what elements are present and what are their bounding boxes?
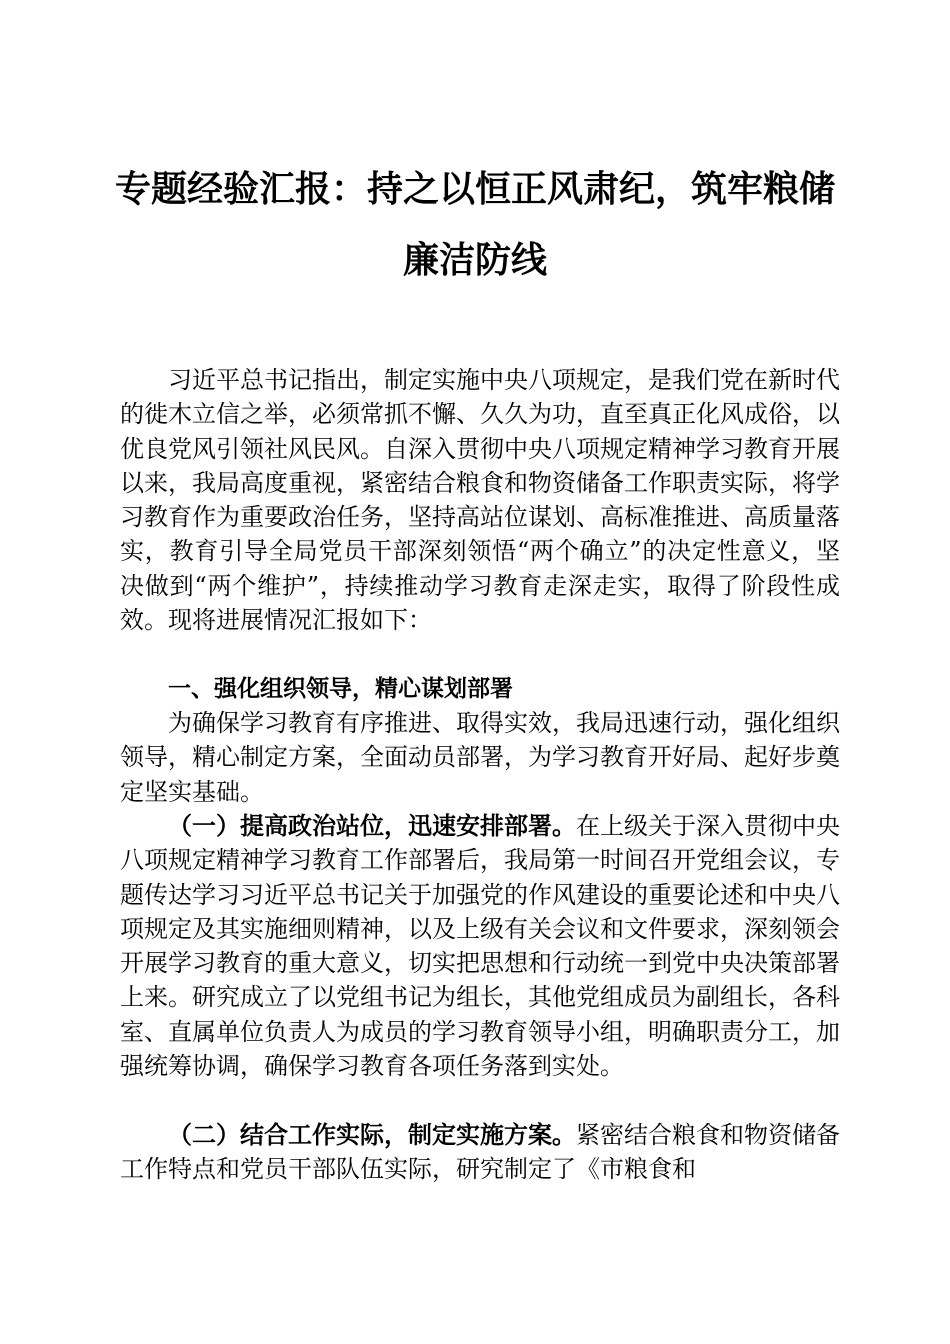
section-1-heading: 一、强化组织领导，精心谋划部署: [168, 676, 513, 702]
intro-paragraph: 习近平总书记指出，制定实施中央八项规定，是我们党在新时代的徙木立信之举，必须常抓不懈、久久为功，直至真正化风成俗，以优良党风引领社风民风。自深入贯彻中央八项规定精神学习教育开展以来，我局高度重视，紧密结合粮食和物资储备工作职责实际，将学习教育作为重要政治任务，坚持高站位谋划、高标准推进、高质量落实，教育引导全局党员干部深刻领悟“两个确立”的决定性意义，坚决做到“两个维护”，持续推动学习教育走深走实，取得了阶段性成效。现将进展情况汇报如下：: [120, 366, 840, 635]
item-2-lead: （二）结合工作实际，制定实施方案。: [168, 1121, 576, 1149]
item-2-body: 紧密结合粮食和物资储备工作特点和党员干部队伍实际，研究制定了《市粮食和: [120, 1121, 840, 1184]
item-1-lead: （一）提高政治站位，迅速安排部署。: [168, 812, 576, 840]
item-1-body: 在上级关于深入贯彻中央八项规定精神学习教育工作部署后，我局第一时间召开党组会议，专题传达学习习近平总书记关于加强党的作风建设的重要论述和中央八项规定及其实施细则精神，以及上级有关会议和文件要求，深刻领会开展学习教育的重大意义，切实把思想和行动统一到党中央决策部署上来。研究成立了以党组书记为组长，其他党组成员为副组长，各科室、直属单位负责人为成员的学习教育领导小组，明确职责分工，加强统筹协调，确保学习教育各项任务落到实处。: [120, 812, 840, 1081]
item-2-paragraph: [120, 1118, 840, 1187]
section-1-intro-paragraph: 为确保学习教育有序推进、取得实效，我局迅速行动，强化组织领导，精心制定方案，全面动员部署，为学习教育开好局、起好步奠定坚实基础。: [120, 709, 840, 806]
document-title-line-1: 专题经验汇报：持之以恒正风肃纪，筑牢粮储: [114, 169, 835, 210]
item-1-paragraph: [120, 809, 840, 1083]
document-title-line-2: 廉洁防线: [402, 240, 547, 281]
